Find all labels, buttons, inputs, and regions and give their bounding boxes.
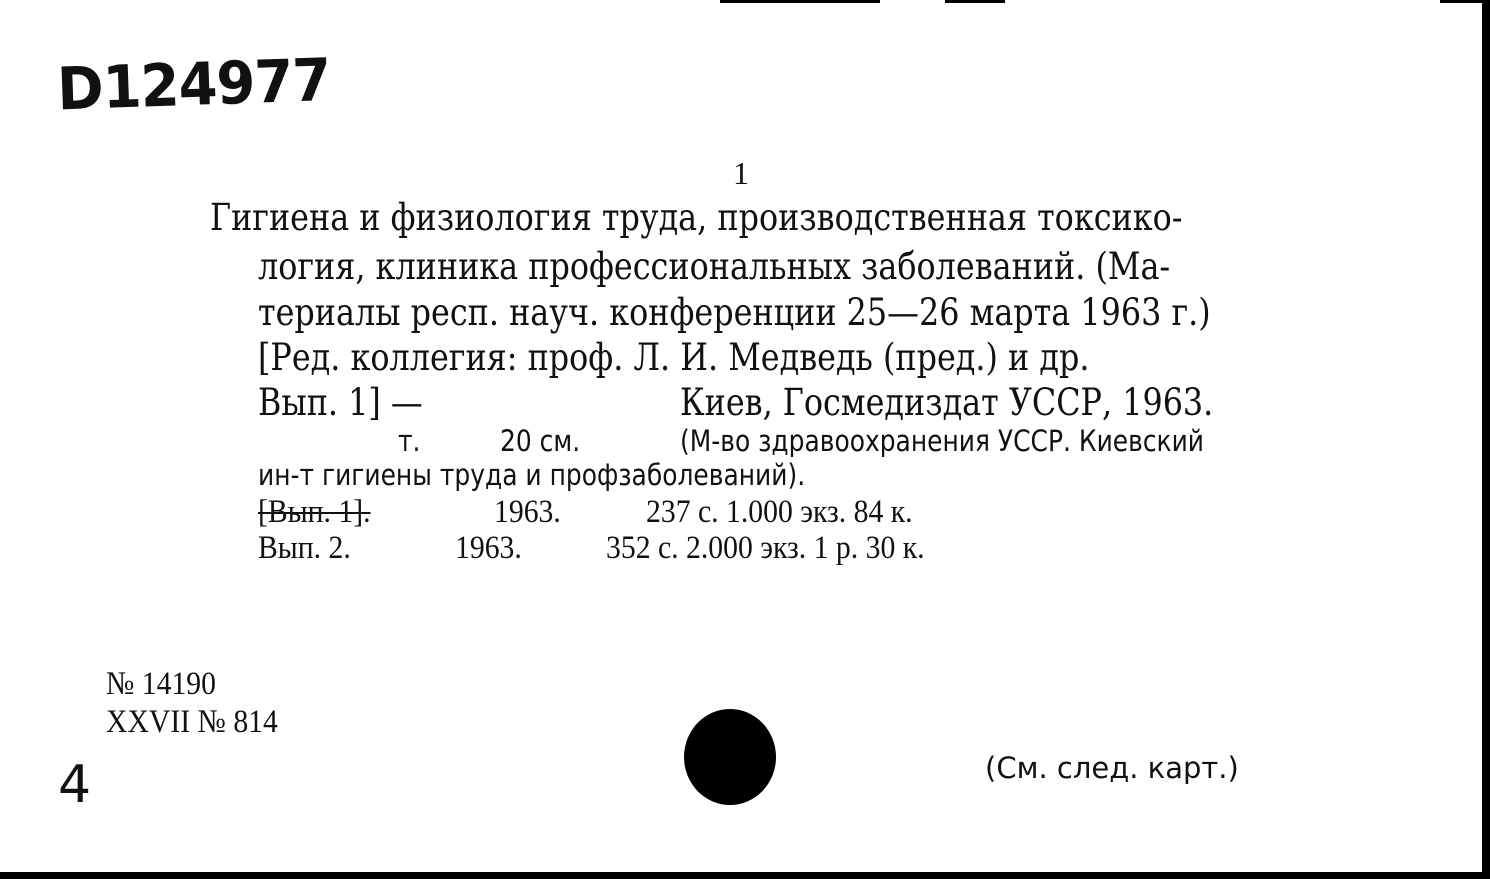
issue-2-details: 352 с. 2.000 экз. 1 р. 30 к. — [606, 530, 925, 566]
series-note-line-2: ин-т гигиены труда и профзаболеваний). — [258, 458, 806, 492]
issue-1-year: 1963. — [494, 494, 561, 530]
size-label: 20 см. — [500, 424, 581, 458]
volumes-label: т. — [398, 424, 421, 458]
series-note-line-1: (М-во здравоохранения УССР. Киевский — [680, 424, 1205, 458]
call-number: D124977 — [56, 46, 332, 125]
list-number: XXVII № 814 — [106, 704, 278, 740]
continued-note: (См. след. карт.) — [985, 751, 1239, 785]
issue-2-label: Вып. 2. — [258, 530, 351, 566]
top-edge-mark — [945, 0, 1005, 3]
accession-number: № 14190 — [106, 666, 217, 702]
issue-1-details: 237 с. 1.000 экз. 84 к. — [646, 494, 913, 530]
title-line-4: [Ред. коллегия: проф. Л. И. Медведь (пред.) и др. — [258, 336, 1090, 379]
title-line-1: Гигиена и физиология труда, производственная токсико- — [210, 196, 1183, 239]
top-edge-mark — [1440, 0, 1482, 3]
title-line-3: териалы респ. науч. конференции 25—26 марта 1963 г.) — [258, 291, 1211, 334]
top-edge-mark — [720, 0, 880, 3]
issue-2-year: 1963. — [455, 530, 522, 566]
card-serial-number: 1 — [733, 155, 749, 191]
title-line-2: логия, клиника профессиональных заболеваний. (Ма- — [258, 245, 1171, 288]
title-line-5: Вып. 1] — — [258, 381, 423, 424]
imprint: Киев, Госмедиздат УССР, 1963. — [680, 381, 1214, 424]
issue-1-label: [Вып. 1]. — [258, 494, 371, 530]
punch-hole — [684, 709, 776, 805]
margin-mark: 4 — [58, 755, 92, 815]
